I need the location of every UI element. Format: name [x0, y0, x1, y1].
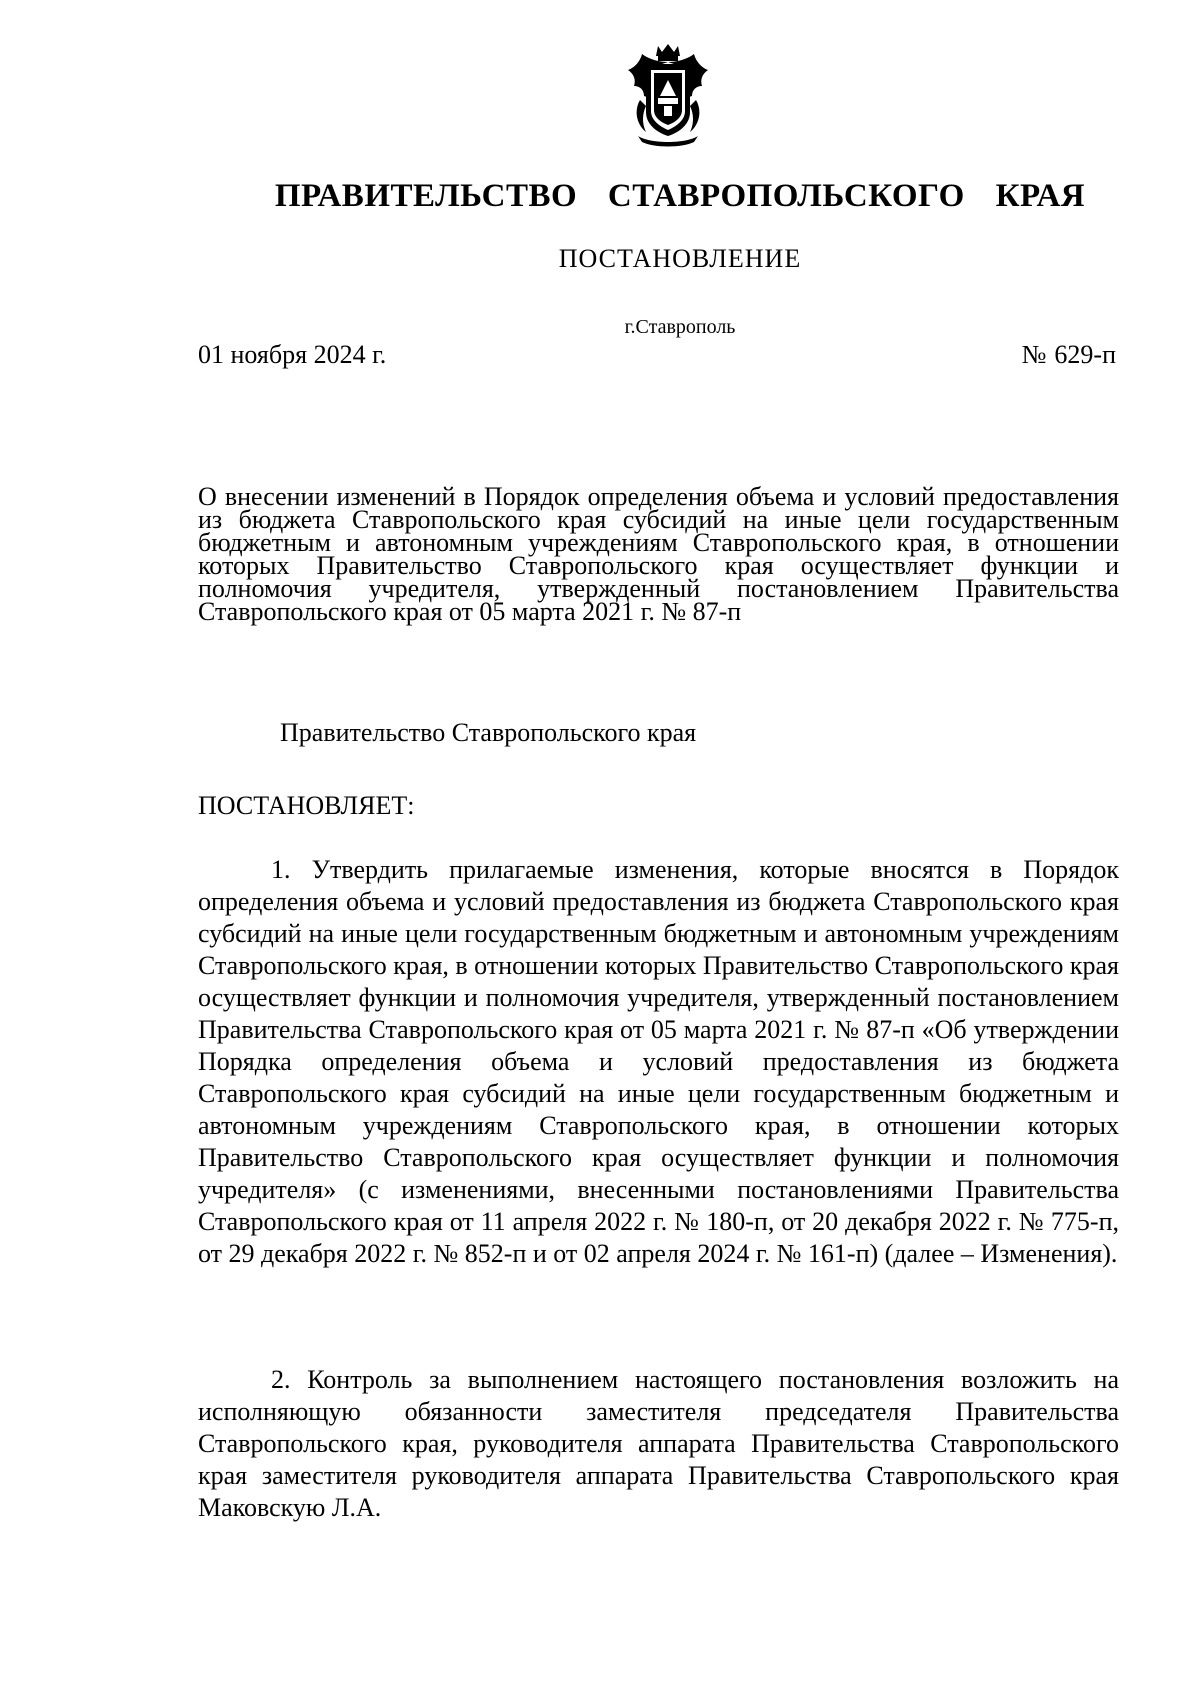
government-title: ПРАВИТЕЛЬСТВО СТАВРОПОЛЬСКОГО КРАЯ	[274, 178, 1086, 214]
document-city: г.Ставрополь	[624, 316, 736, 338]
document-date: 01 ноября 2024 г.	[198, 340, 387, 369]
number-value: 629-п	[1054, 340, 1116, 369]
resolution-item-2: 2. Контроль за выполнением настоящего постановления возложить на исполняющую обязанности заместителя председателя Правительства Ставропольского края, руководителя аппарата Правительства Ставропольского края заместителя руководителя аппарата Правительства Ставропольского края Маковскую Л.А.	[198, 1365, 1119, 1522]
resolution-item-1: 1. Утвердить прилагаемые изменения, которые вносятся в Порядок определения объема и условий предоставления из бюджета Ставропольского края субсидий на иные цели государственным бюджетным и автономным учреждениям Ставропольского края, в отношении которых Правительство Ставропольского края осуществляет функции и полномочия учредителя, утвержденный постановлением Правительства Ставропольского края от 05 марта 2021 г. № 87-п «Об утверждении Порядка определения объема и условий предоставления из бюджета Ставропольского края субсидий на иные цели государственным бюджетным и автономным учреждениям Ставропольского края, в отношении которых Правительство Ставропольского края осуществляет функции и полномочия учредителя» (с изменениями, внесенными постановлениями Правительства Ставропольского края от 11 апреля 2022 г. № 180-п, от 20 декабря 2022 г. № 775-п, от 29 декабря 2022 г. № 852-п и от 02 апреля 2024 г. № 161-п) (далее – Изменения).	[198, 855, 1120, 1268]
coat-of-arms-graphic	[620, 40, 716, 148]
government-name: Правительство Ставропольского края	[280, 718, 697, 747]
resolves-heading: ПОСТАНОВЛЯЕТ:	[198, 791, 415, 820]
document-subject: О внесении изменений в Порядок определения объема и условий предоставления из бюджета Ставропольского края субсидий на иные цели государственным бюджетным и автономным учреждениям Ставропольского края, в отношении которых Правительство Ставропольского края осуществляет функции и полномочия учредителя, утвержденный постановлением Правительства Ставропольского края от 05 марта 2021 г. № 87-п	[198, 482, 1119, 626]
coat-of-arms-icon	[620, 40, 716, 148]
number-sign: №	[1021, 340, 1047, 369]
document-type: ПОСТАНОВЛЕНИЕ	[558, 244, 802, 273]
document-number	[1022, 340, 1116, 370]
